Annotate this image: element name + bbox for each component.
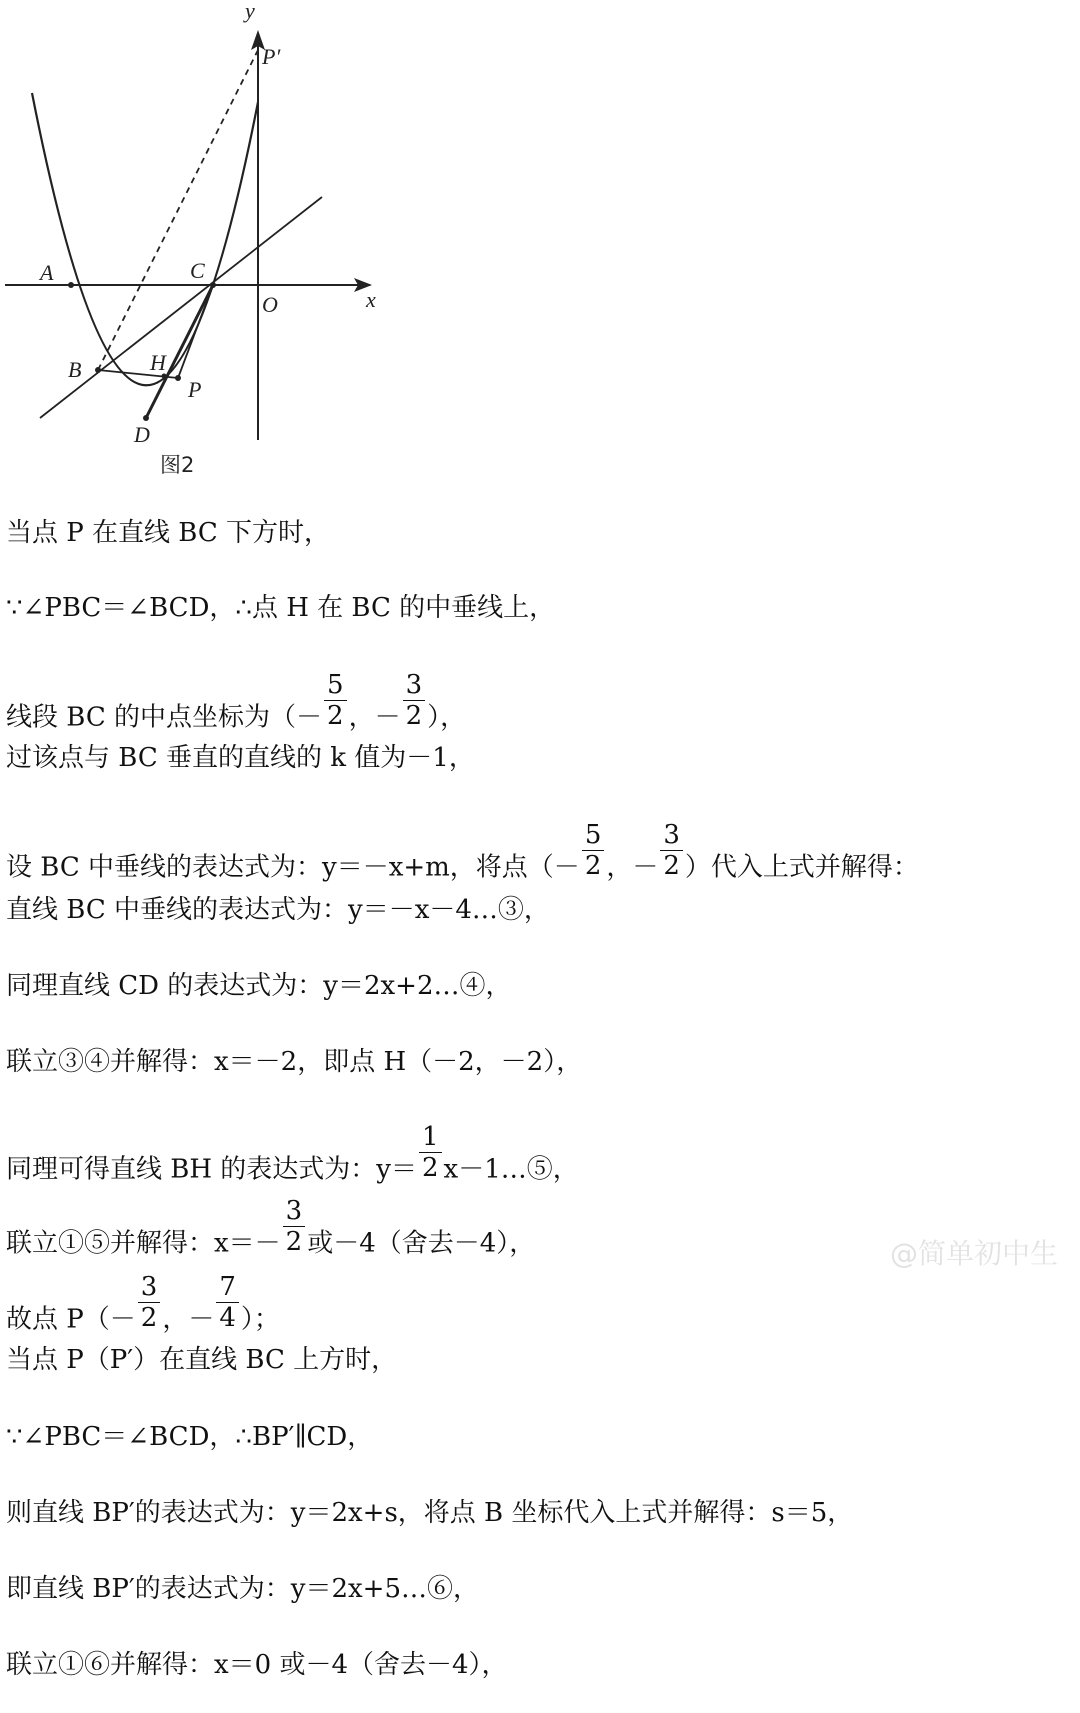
- line-9-post: x－1…⑤，: [443, 1154, 579, 1185]
- fraction-7-4: [216, 1272, 239, 1333]
- fraction-denominator: 2: [584, 851, 602, 881]
- text-line-4: 过该点与 BC 垂直的直线的 k 值为－1，: [6, 743, 475, 773]
- text-line-14: 则直线 BP′的表达式为：y＝2x+s，将点 B 坐标代入上式并解得：s＝5，: [6, 1498, 854, 1528]
- fraction-numerator: 7: [216, 1272, 239, 1303]
- line-11-pre: 故点 P（－: [6, 1304, 136, 1335]
- fraction-3-2: [138, 1272, 161, 1333]
- line-5-pre: 设 BC 中垂线的表达式为：y＝－x+m，将点（－: [6, 852, 580, 883]
- text-line-8: 联立③④并解得：x＝－2，即点 H（－2，－2），: [6, 1047, 583, 1077]
- fraction-denominator: 4: [219, 1303, 236, 1333]
- label-y: y: [245, 0, 255, 23]
- fraction-numerator: 3: [660, 820, 683, 851]
- point-p: [175, 375, 181, 381]
- fraction-numerator: 1: [419, 1122, 442, 1153]
- label-x: x: [366, 287, 376, 312]
- text-line-11: [6, 1272, 280, 1351]
- text-line-7: 同理直线 CD 的表达式为：y＝2x+2…④，: [6, 971, 512, 1001]
- parabola-curve: [32, 93, 258, 385]
- line-3-post: ），: [427, 702, 467, 733]
- line-11-mid: ，－: [162, 1304, 215, 1335]
- line-3-mid: ，－: [348, 702, 401, 733]
- text-line-12: 当点 P（P′）在直线 BC 上方时，: [6, 1345, 398, 1375]
- label-d: D: [134, 422, 150, 447]
- fraction-1-2: [419, 1122, 442, 1183]
- watermark: @简单初中生: [890, 1237, 1059, 1270]
- line-11-post: ）；: [240, 1304, 280, 1335]
- fraction-numerator: 3: [138, 1272, 161, 1303]
- label-b: B: [68, 357, 82, 382]
- label-a: A: [40, 260, 54, 285]
- fraction-5-2: [324, 670, 347, 731]
- text-line-15: 即直线 BP′的表达式为：y＝2x+5…⑥，: [6, 1574, 479, 1604]
- label-p: P: [188, 377, 202, 402]
- text-line-10: [6, 1196, 536, 1275]
- segment-cp: [178, 285, 213, 378]
- text-line-13: ∵∠PBC＝∠BCD，∴BP′∥CD，: [6, 1422, 374, 1452]
- label-o: O: [262, 292, 278, 317]
- fraction-3-2: [403, 670, 426, 731]
- point-d: [143, 415, 149, 421]
- line-3-pre: 线段 BC 的中点坐标为（－: [6, 702, 323, 733]
- fraction-numerator: 5: [324, 670, 347, 701]
- line-bc: [40, 197, 322, 418]
- text-line-16: 联立①⑥并解得：x＝0 或－4（舍去－4），: [6, 1650, 508, 1680]
- point-b: [95, 367, 101, 373]
- fraction-denominator: 2: [405, 701, 423, 731]
- label-c: C: [190, 258, 205, 283]
- text-line-3: [6, 670, 467, 749]
- point-c: [210, 282, 216, 288]
- label-p-prime: P′: [262, 44, 281, 69]
- fraction-denominator: 2: [422, 1153, 439, 1183]
- fraction-numerator: 5: [582, 820, 605, 851]
- parabola-figure: [0, 0, 400, 490]
- fraction-denominator: 2: [140, 1303, 158, 1333]
- fraction-numerator: 3: [403, 670, 426, 701]
- fraction-denominator: 2: [285, 1227, 303, 1257]
- fraction-denominator: 2: [663, 851, 680, 881]
- line-10-post: 或－4（舍去－4），: [307, 1228, 536, 1259]
- line-9-pre: 同理可得直线 BH 的表达式为：y＝: [6, 1154, 417, 1185]
- line-10-pre: 联立①⑤并解得：x＝－: [6, 1228, 281, 1259]
- figure-caption: 图2: [160, 453, 195, 477]
- fraction-3-2: [660, 820, 683, 881]
- label-h: H: [150, 350, 166, 375]
- line-5-post: ）代入上式并解得：: [684, 852, 919, 883]
- text-line-6: 直线 BC 中垂线的表达式为：y＝－x－4…③，: [6, 895, 550, 925]
- fraction-denominator: 2: [327, 701, 344, 731]
- text-line-2: ∵∠PBC＝∠BCD，∴点 H 在 BC 的中垂线上，: [6, 593, 556, 623]
- text-line-5: [6, 820, 919, 899]
- line-5-mid: ，－: [606, 852, 659, 883]
- fraction-3-2: [283, 1196, 306, 1257]
- text-line-9: [6, 1122, 579, 1201]
- text-line-1: 当点 P 在直线 BC 下方时，: [6, 518, 331, 548]
- fraction-5-2: [582, 820, 605, 881]
- fraction-numerator: 3: [283, 1196, 306, 1227]
- point-a: [68, 282, 74, 288]
